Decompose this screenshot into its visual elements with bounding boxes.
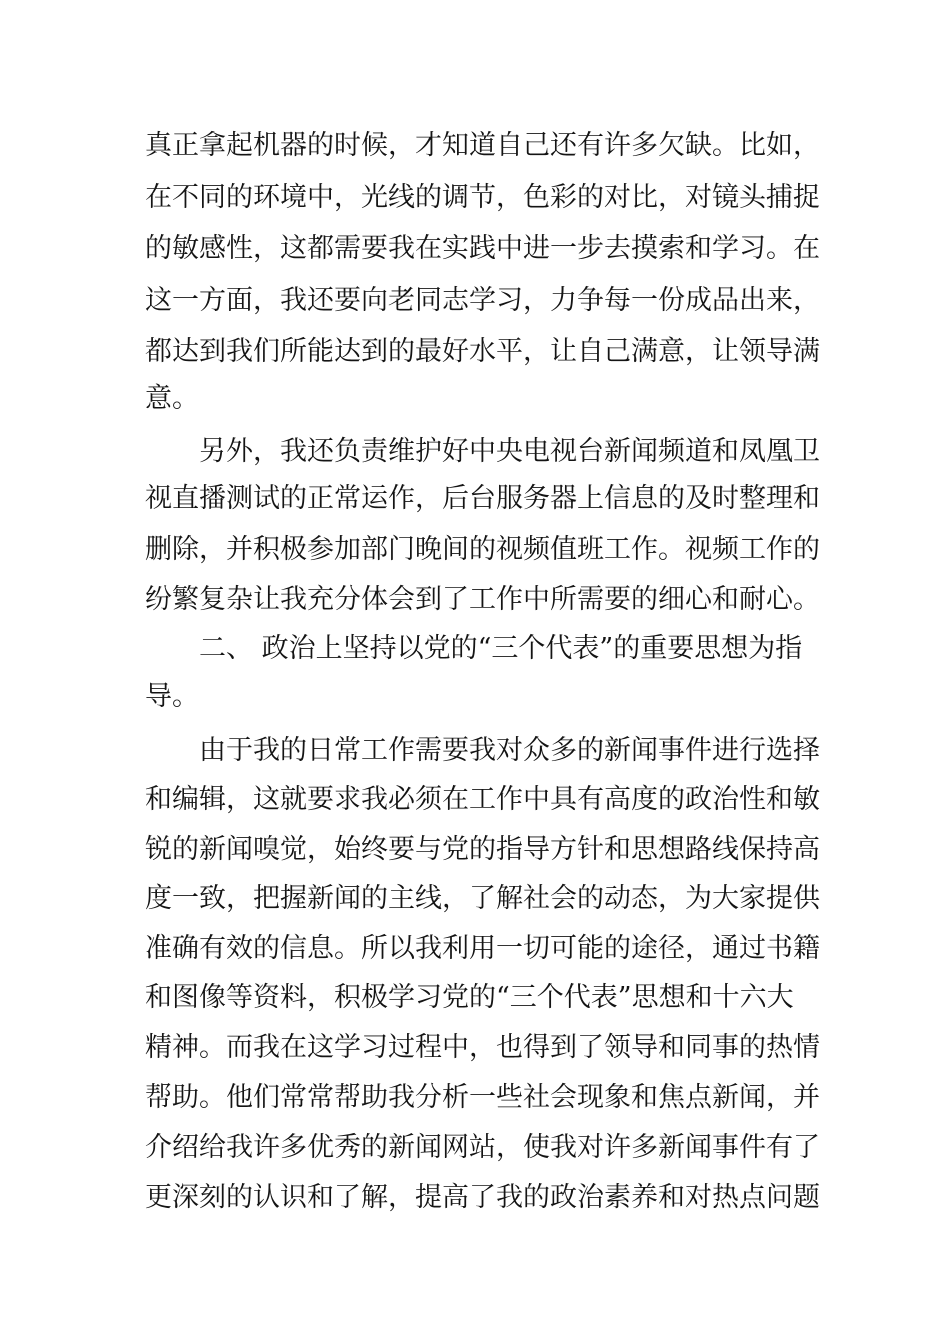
paragraph-3-line-8: 帮助。他们常常帮助我分析一些社会现象和焦点新闻，并 xyxy=(145,1082,820,1113)
section-heading-line-1: 二、 政治上坚持以党的“三个代表”的重要思想为指 xyxy=(199,633,803,664)
paragraph-2-line-4: 纷繁复杂让我充分体会到了工作中所需要的细心和耐心。 xyxy=(145,584,820,615)
paragraph-3-line-10: 更深刻的认识和了解，提高了我的政治素养和对热点问题 xyxy=(145,1182,820,1213)
paragraph-2-line-3: 删除，并积极参加部门晚间的视频值班工作。视频工作的 xyxy=(145,534,820,565)
paragraph-3-line-6: 和图像等资料，积极学习党的“三个代表”思想和十六大 xyxy=(145,982,794,1013)
paragraph-1-line-2: 在不同的环境中，光线的调节，色彩的对比，对镜头捕捉 xyxy=(145,182,820,213)
paragraph-3-line-1: 由于我的日常工作需要我对众多的新闻事件进行选择 xyxy=(199,735,820,766)
paragraph-2-line-2: 视直播测试的正常运作，后台服务器上信息的及时整理和 xyxy=(145,483,820,514)
paragraph-1-line-5: 都达到我们所能达到的最好水平，让自己满意，让领导满 xyxy=(145,336,820,367)
paragraph-1-line-6: 意。 xyxy=(145,383,199,414)
paragraph-1-line-4: 这一方面，我还要向老同志学习，力争每一份成品出来， xyxy=(145,285,820,316)
paragraph-3-line-7: 精神。而我在这学习过程中，也得到了领导和同事的热情 xyxy=(145,1032,820,1063)
paragraph-1-line-3: 的敏感性，这都需要我在实践中进一步去摸索和学习。在 xyxy=(145,233,820,264)
paragraph-3-line-5: 准确有效的信息。所以我利用一切可能的途径，通过书籍 xyxy=(145,933,820,964)
paragraph-2-line-1: 另外，我还负责维护好中央电视台新闻频道和凤凰卫 xyxy=(199,436,820,467)
paragraph-1-line-1: 真正拿起机器的时候，才知道自己还有许多欠缺。比如， xyxy=(145,130,820,161)
paragraph-3-line-9: 介绍给我许多优秀的新闻网站，使我对许多新闻事件有了 xyxy=(145,1132,820,1163)
paragraph-3-line-4: 度一致，把握新闻的主线，了解社会的动态，为大家提供 xyxy=(145,883,820,914)
paragraph-3-line-2: 和编辑，这就要求我必须在工作中具有高度的政治性和敏 xyxy=(145,784,820,815)
paragraph-3-line-3: 锐的新闻嗅觉，始终要与党的指导方针和思想路线保持高 xyxy=(145,834,820,865)
section-heading-line-2: 导。 xyxy=(145,681,199,712)
